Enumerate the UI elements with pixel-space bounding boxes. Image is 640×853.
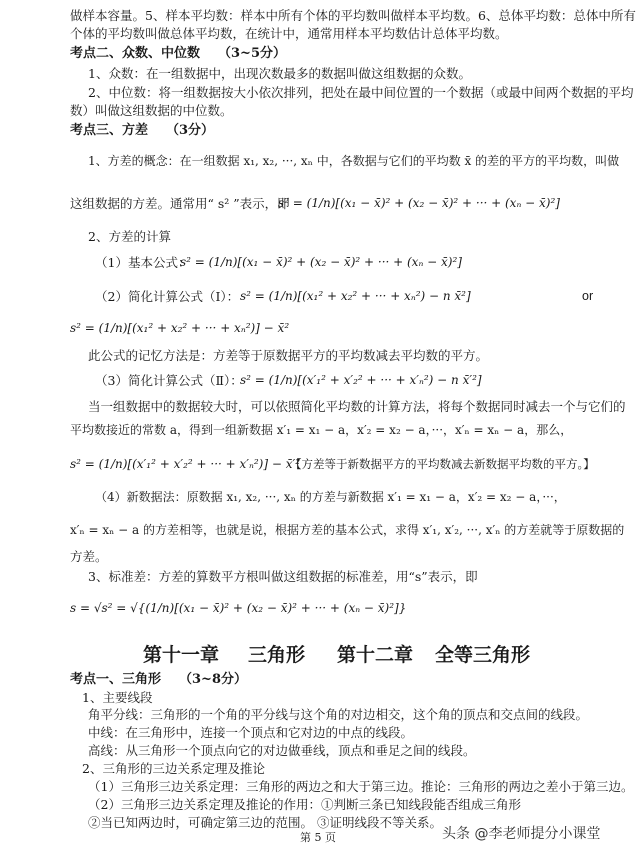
chapter-12-title: 全等三角形 — [435, 644, 531, 666]
formula-simplified-1-alt: s² = (1/n)[(x₁² + x₂² + ··· + xₙ²)] − x̄² — [70, 321, 290, 335]
chapter-11-number: 第十一章 — [143, 644, 220, 666]
formula-simplified-2: s² = (1/n)[(x′₁² + x′₂² + ··· + x′ₙ²) − n x̄′²] — [240, 373, 482, 387]
chapter-12-number: 第十二章 — [337, 644, 414, 666]
formula-variance-definition: s² = (1/n)[(x₁ − x̄)² + (x₂ − x̄)² + ··· + (xₙ − x̄)²] — [278, 196, 560, 210]
chapter-11-title: 三角形 — [248, 644, 306, 666]
document-page: 做样本容量。5、样本平均数：样本中所有个体的平均数叫做样本平均数。6、总体平均数：总体中所有 个体的平均数叫做总体平均数，在统计中，通常用样本平均数估计总体平均数。 考点二、众数、中位数 （3~5分） 1、众数：在一组数据中，出现次数最多的数据叫做这组数据的众数。 2、中位数：将一组数据按大小依次排列，把处在最中间位置的一个数据（或最中间两个数据的平均 数）叫做这组数据的中位数。 考点三、方差 （3分） 1、方差的概念：在一组数据 x₁, x₂, ···, xₙ 中，各数据与它们的平均数 x̄ 的差的平方的平均数，叫做 这组数据的方差。通常用“ s² ”表示，即 s² = (1/n)[(x₁ − x̄)² + (x₂ − x̄)² + ··· + (xₙ − x̄)²] 2、方差的计算 （1）基本公式： s² = (1/n)[(x₁ − x̄)² + (x₂ − x̄)² + ··· + (xₙ − x̄)²] （2）简化计算公式（Ⅰ）： s² = (1/n)[(x₁² + x₂² + ··· + xₙ²) − n x̄²] or s² = (1/n)[(x₁² + x₂² + ··· + xₙ²)] − x̄² 此公式的记忆方法是：方差等于原数据平方的平均数减去平均数的平方。 （3）简化计算公式（Ⅱ）： s² = (1/n)[(x′₁² + x′₂² + ··· + x′ₙ²) − n x̄′²] 当一组数据中的数据较大时，可以依照简化平均数的计算方法，将每个数据同时减去一个与它们的 平均数接近的常数 a，得到一组新数据 x′₁ = x₁ − a，x′₂ = x₂ − a，···，x′ₙ = xₙ − a，那么， s² = (1/n)[(x′₁² + x′₂² + ··· + x′ₙ²)] − x̄′² 【方差等于新数据平方的平均数减去新数据平均数的平方。】 （4）新数据法：原数据 x₁, x₂, ···, xₙ 的方差与新数据 x′₁ = x₁ − a，x′₂ = x₂ − a，···， x′ₙ = xₙ − a 的方差相等，也就是说，根据方差的基本公式，求得 x′₁, x′₂, ···, x′ₙ 的方差就等于原数据的 方差。 3、标准差：方差的算数平方根叫做这组数据的标准差，用“s”表示，即 s = √s² = √{(1/n)[(x₁ − x̄)² + (x₂ − x̄)² + ··· + (xₙ − x̄)²]} 第十一章 三角形 第十二章 全等三角形 考点一、三角形 （3~8分） 1、主要线段 角平分线：三角形的一个角的平分线与这个角的对边相交，这个角的顶点和交点间的线段。 中线：在三角形中，连接一个顶点和它对边的中点的线段。 高线：从三角形一个顶点向它的对边做垂线，顶点和垂足之间的线段。 2、三角形的三边关系定理及推论 （1）三角形三边关系定理：三角形的两边之和大于第三边。推论：三角形的两边之差小于第三边。 （2）三角形三边关系定理及推论的作用：①判断三条已知线段能否组成三角形 ②当已知两边时，可确定第三边的范围。 ③证明线段不等关系。 第 5 页 头条 @李老师提分小课堂 — [70, 8, 636, 844]
formula-new-data: s² = (1/n)[(x′₁² + x′₂² + ··· + x′ₙ²)] − x̄′² — [70, 457, 301, 471]
formula-standard-deviation: s = √s² = √{(1/n)[(x₁ − x̄)² + (x₂ − x̄)² + ··· + (xₙ − x̄)²]} — [70, 601, 407, 615]
page-number: 第 5 页 — [300, 831, 336, 844]
bracket-note: 【方差等于新数据平方的平均数减去新数据平均数的平方。】 — [290, 457, 595, 471]
formula-basic: s² = (1/n)[(x₁ − x̄)² + (x₂ − x̄)² + ··· + (xₙ − x̄)²] — [180, 255, 462, 269]
formula-simplified-1: s² = (1/n)[(x₁² + x₂² + ··· + xₙ²) − n x̄²] — [240, 289, 471, 303]
watermark: 头条 @李老师提分小课堂 — [442, 826, 601, 842]
